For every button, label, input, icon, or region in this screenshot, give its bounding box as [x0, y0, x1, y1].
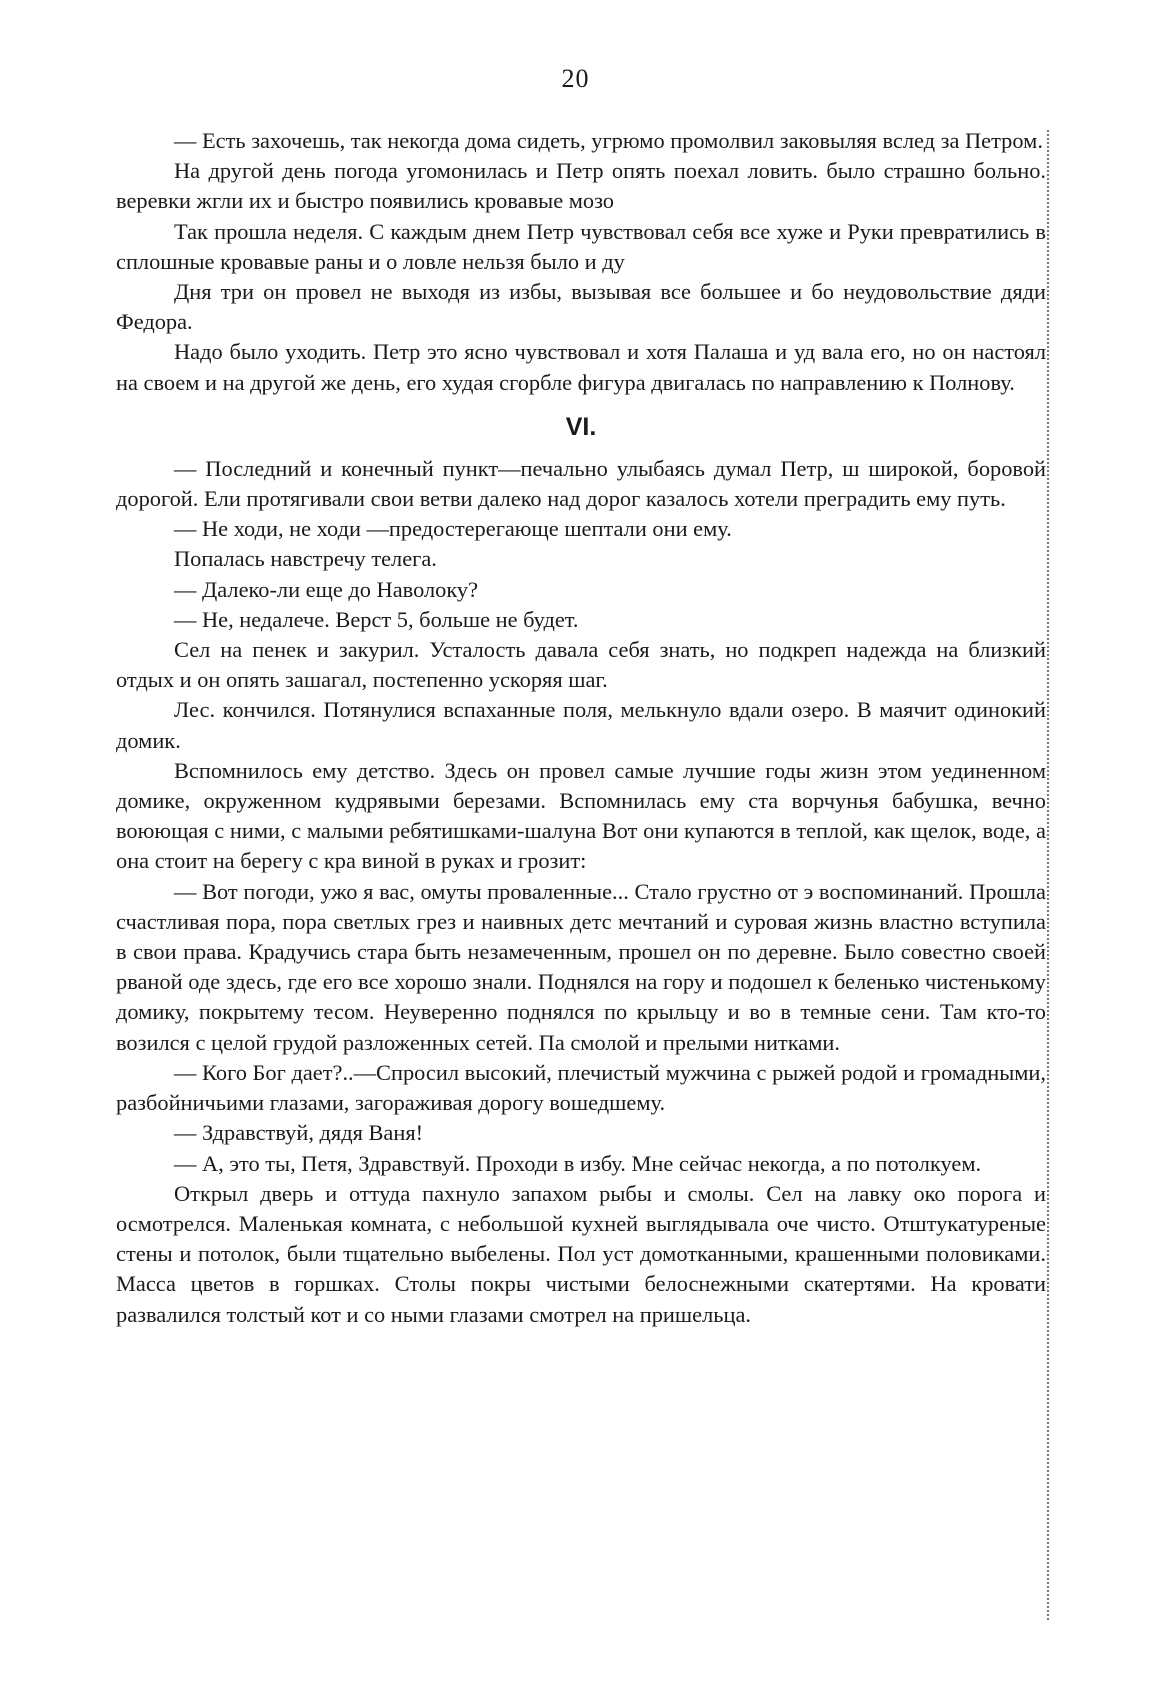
paragraph: — Есть захочешь, так некогда дома сидеть, угрюмо промолвил заковыляя вслед за Петром. — [174, 128, 1043, 153]
paragraph: — Кого Бог дает?..—Спросил высокий, плечистый мужчина с рыжей родой и громадными, разбойничьими глазами, загораживая дорогу вошедшему. — [116, 1059, 1046, 1116]
margin-edge-line — [1047, 130, 1052, 1620]
paragraph: Дня три он провел не выходя из избы, вызывая все большее и бо неудовольствие дяди Федора. — [116, 279, 1046, 335]
paragraph: — Последний и конечный пункт—печально улыбаясь думал Петр, ш широкой, боровой дорогой. Ели протягивали свои ветви далеко над дорог казалось хотели преградить ему путь. — [116, 455, 1046, 512]
paragraph: Вспомнилось ему детство. Здесь он провел самые лучшие годы жизн этом уединенном домике, окруженном кудрявыми березами. Вспомнилась ему ста ворчунья бабушка, вечно воюющая с ними, с малыми ребятишками-шалуна Вот они купаются в теплой, как щелок, воде, а она стоит на берегу с кра виной в руках и грозит: — [116, 757, 1046, 874]
page-number: 20 — [561, 64, 590, 93]
paragraph: На другой день погода угомонилась и Петр опять поехал ловить. было страшно больно. веревки жгли их и быстро появились кровавые мозо — [116, 158, 1046, 214]
paragraph: — Не ходи, не ходи —предостерегающе шептали они ему. — [174, 516, 732, 542]
paragraph: — Вот погоди, ужо я вас, омуты проваленные... Стало грустно от э воспоминаний. Прошла счастливая пора, пора светлых грез и наивных детс мечтаний и суровая жизнь властно вступила в свои права. Крадучись стара быть незамеченным, прошел он по деревне. Было совестно своей рваной оде здесь, где его все хорошо знали. Поднялся на гору и подошел к беленько чистенькому домику, покрытему тесом. Неуверенно поднялся по крыльцу и во в темные сени. Там кто-то возился с целой грудой разложенных сетей. Па смолой и прелыми нитками. — [116, 878, 1046, 1055]
paragraph: Сел на пенек и закурил. Усталость давала себя знать, но подкреп надежда на близкий отдых и он опять зашагал, постепенно ускоряя шаг. — [116, 637, 1046, 693]
paragraph: Надо было уходить. Петр это ясно чувствовал и хотя Палаша и уд вала его, но он настоял на своем и на другой же день, его худая сгорбле фигура двигалась по направлению к Полнову. — [116, 339, 1046, 395]
page-body — [116, 126, 1046, 1330]
paragraph: Попалась навстречу телега. — [174, 546, 437, 572]
chapter-heading: VI. — [565, 412, 597, 441]
paragraph: — Не, недалече. Верст 5, больше не будет. — [174, 606, 579, 632]
paragraph: — А, это ты, Петя, Здравствуй. Проходи в избу. Мне сейчас некогда, а по потолкуем. — [174, 1150, 982, 1176]
paragraph: — Здравствуй, дядя Ваня! — [174, 1120, 424, 1146]
paragraph: Открыл дверь и оттуда пахнуло запахом рыбы и смолы. Сел на лавку око порога и осмотрелся. Маленькая комната, с небольшой кухней выглядывала оче чисто. Отштукатуреные стены и потолок, были тщательно выбелены. Пол уст домотканными, крашенными половиками. Масса цветов в горшках. Столы покры чистыми белоснежными скатертями. На кровати развалился толстый кот и со ными глазами смотрел на пришельца. — [116, 1180, 1046, 1327]
paragraph: Лес. кончился. Потянулися вспаханные поля, мелькнуло вдали озеро. В маячит одинокий домик. — [116, 697, 1046, 753]
paragraph: Так прошла неделя. С каждым днем Петр чувствовал себя все хуже и Руки превратились в сплошные кровавые раны и о ловле нельзя было и ду — [116, 218, 1046, 274]
paragraph: — Далеко-ли еще до Наволоку? — [174, 576, 479, 602]
